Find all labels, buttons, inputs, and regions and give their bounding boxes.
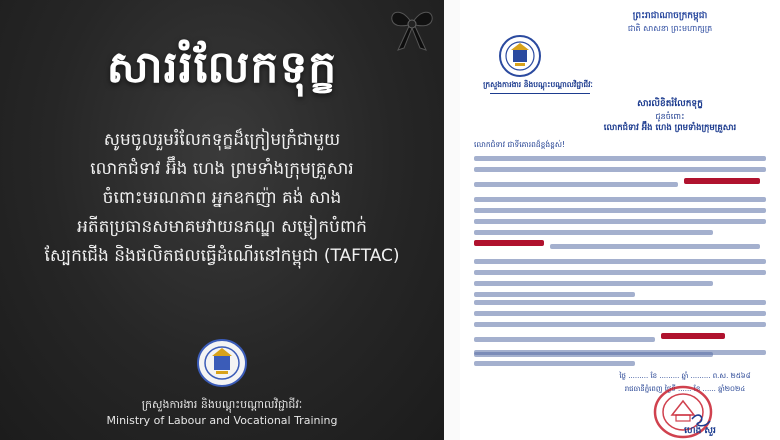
ministry-emblem-icon xyxy=(498,34,542,78)
message-line-1: សូមចូលរួមរំលែកទុក្ខដ៏ក្រៀមក្រំជាមួយ xyxy=(103,130,341,150)
message-line-4: អតីតប្រធានសមាគមវាយនភណ្ឌ សម្លៀកបំពាក់ xyxy=(77,217,367,237)
letter-paragraph-1 xyxy=(474,156,766,241)
panel-divider xyxy=(444,0,460,440)
letter-paragraph-2 xyxy=(474,240,766,303)
letter-place-date: រាជធានីភ្នំពេញ ថ្ងៃទី ...... ខែ ...... ឆ្នាំ២០២៤ xyxy=(624,385,746,393)
message-line-5: ស្បែកជើង និងផលិតផលធ្វើដំណើរនៅកម្ពុជា (TAFTAC) xyxy=(44,246,400,266)
condolence-message xyxy=(10,126,434,271)
ministry-emblem-icon xyxy=(196,338,248,388)
message-line-3: ចំពោះមរណភាព អ្នកឧកញ៉ា គង់ សាង xyxy=(102,188,342,208)
letter-closing xyxy=(474,350,766,372)
letter-salutation: លោកជំទាវ ជាទីគោរពដ៏ខ្ពង់ខ្ពស់! xyxy=(474,140,566,149)
ministry-name-km: ក្រសួងការងារ និងបណ្តុះបណ្តាលវិជ្ជាជីវៈ xyxy=(141,398,303,411)
letter-signer: ហេង សួរ xyxy=(684,426,716,436)
letter-title: សារលិខិតរំលែកទុក្ខ xyxy=(637,99,703,109)
letter-ministry-name: ក្រសួងការងារ និងបណ្តុះបណ្តាលវិជ្ជាជីវៈ xyxy=(483,80,593,89)
letter-to: ជូនចំពោះ xyxy=(655,112,685,121)
message-line-2: លោកជំទាវ អ៊ឹង ហេង ព្រមទាំងក្រុមគ្រួសារ xyxy=(90,159,354,179)
kingdom-header: ព្រះរាជាណាចក្រកម្ពុជា xyxy=(632,11,708,21)
condolence-letter xyxy=(460,0,780,440)
condolence-title: សាររំលែកទុក្ខ xyxy=(106,42,338,93)
ministry-underline xyxy=(490,93,590,94)
national-motto: ជាតិ សាសនា ព្រះមហាក្សត្រ xyxy=(627,24,713,33)
letter-addressee: លោកជំទាវ អ៊ឹង ហេង ព្រមទាំងក្រុមគ្រួសារ xyxy=(603,123,737,133)
letter-lunar-date: ថ្ងៃ ......... ខែ ......... ឆ្នាំ ......... ព.ស. ២៥៦៨ xyxy=(619,372,751,380)
ministry-name-en: Ministry of Labour and Vocational Training xyxy=(106,414,338,427)
